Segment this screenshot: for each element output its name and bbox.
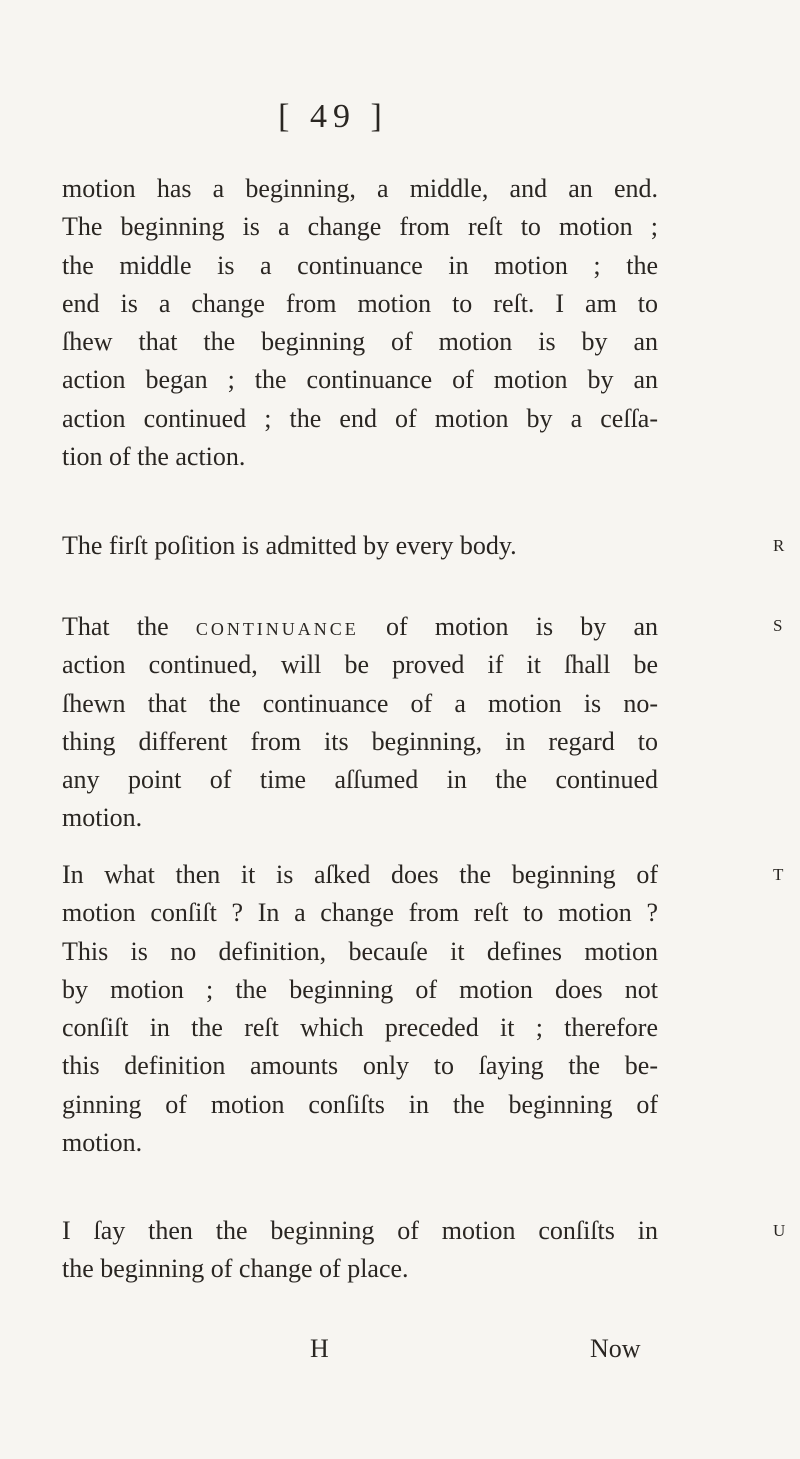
paragraph-3 [62,608,658,838]
margin-letter-r: R [773,536,785,555]
text-line: by motion ; the beginning of motion does not [62,974,658,1004]
text-line: ſhewn that the continuance of a motion is no- [62,688,658,718]
paragraph-2 [62,527,658,565]
paragraph-1 [62,170,658,476]
text-line: tion of the action. [62,442,246,472]
catchword: Now [590,1334,641,1363]
text-line: action continued ; the end of motion by a ceſſa- [62,403,658,433]
text-line: the beginning of change of place. [62,1254,409,1284]
page-number-header: [ 49 ] [278,98,388,135]
small-caps-term: continuance [195,612,359,641]
text-line: the middle is a continuance in motion ; the [62,250,658,280]
margin-letter-s: S [773,616,783,635]
text-line: motion conſiſt ? In a change from reſt to motion ? [62,898,658,928]
text-line: This is no definition, becauſe it defines motion [62,936,658,966]
paragraph-4 [62,856,658,1162]
signature-mark: H [310,1334,329,1363]
text-line: ginning of motion conſiſts in the beginning of [62,1089,658,1119]
text-line: any point of time aſſumed in the continued [62,765,658,795]
text-line: In what then it is aſked does the beginning of [62,860,658,889]
margin-letter-t: T [773,865,784,884]
margin-letter-u: U [773,1221,786,1240]
text-line: The beginning is a change from reſt to motion ; [62,212,658,242]
text-line: conſiſt in the reſt which preceded it ; therefore [62,1013,658,1043]
text-line: I ſay then the beginning of motion conſiſts in [62,1216,658,1245]
text-line: motion. [62,803,143,833]
text-line: The firſt poſition is admitted by every body. [62,531,517,560]
text-line: ſhew that the beginning of motion is by an [62,327,658,357]
text-line-with-small-caps: That the continuance of motion is by an [62,612,658,641]
text-line: motion has a beginning, a middle, and an end. [62,174,658,203]
text-line: this definition amounts only to ſaying the be- [62,1051,658,1081]
text-line: action began ; the continuance of motion by an [62,365,658,395]
text-line: motion. [62,1128,143,1158]
text-line: end is a change from motion to reſt. I am to [62,288,658,318]
text-line: action continued, will be proved if it ſhall be [62,650,658,680]
text-line: thing different from its beginning, in regard to [62,726,658,756]
paragraph-5 [62,1212,658,1289]
